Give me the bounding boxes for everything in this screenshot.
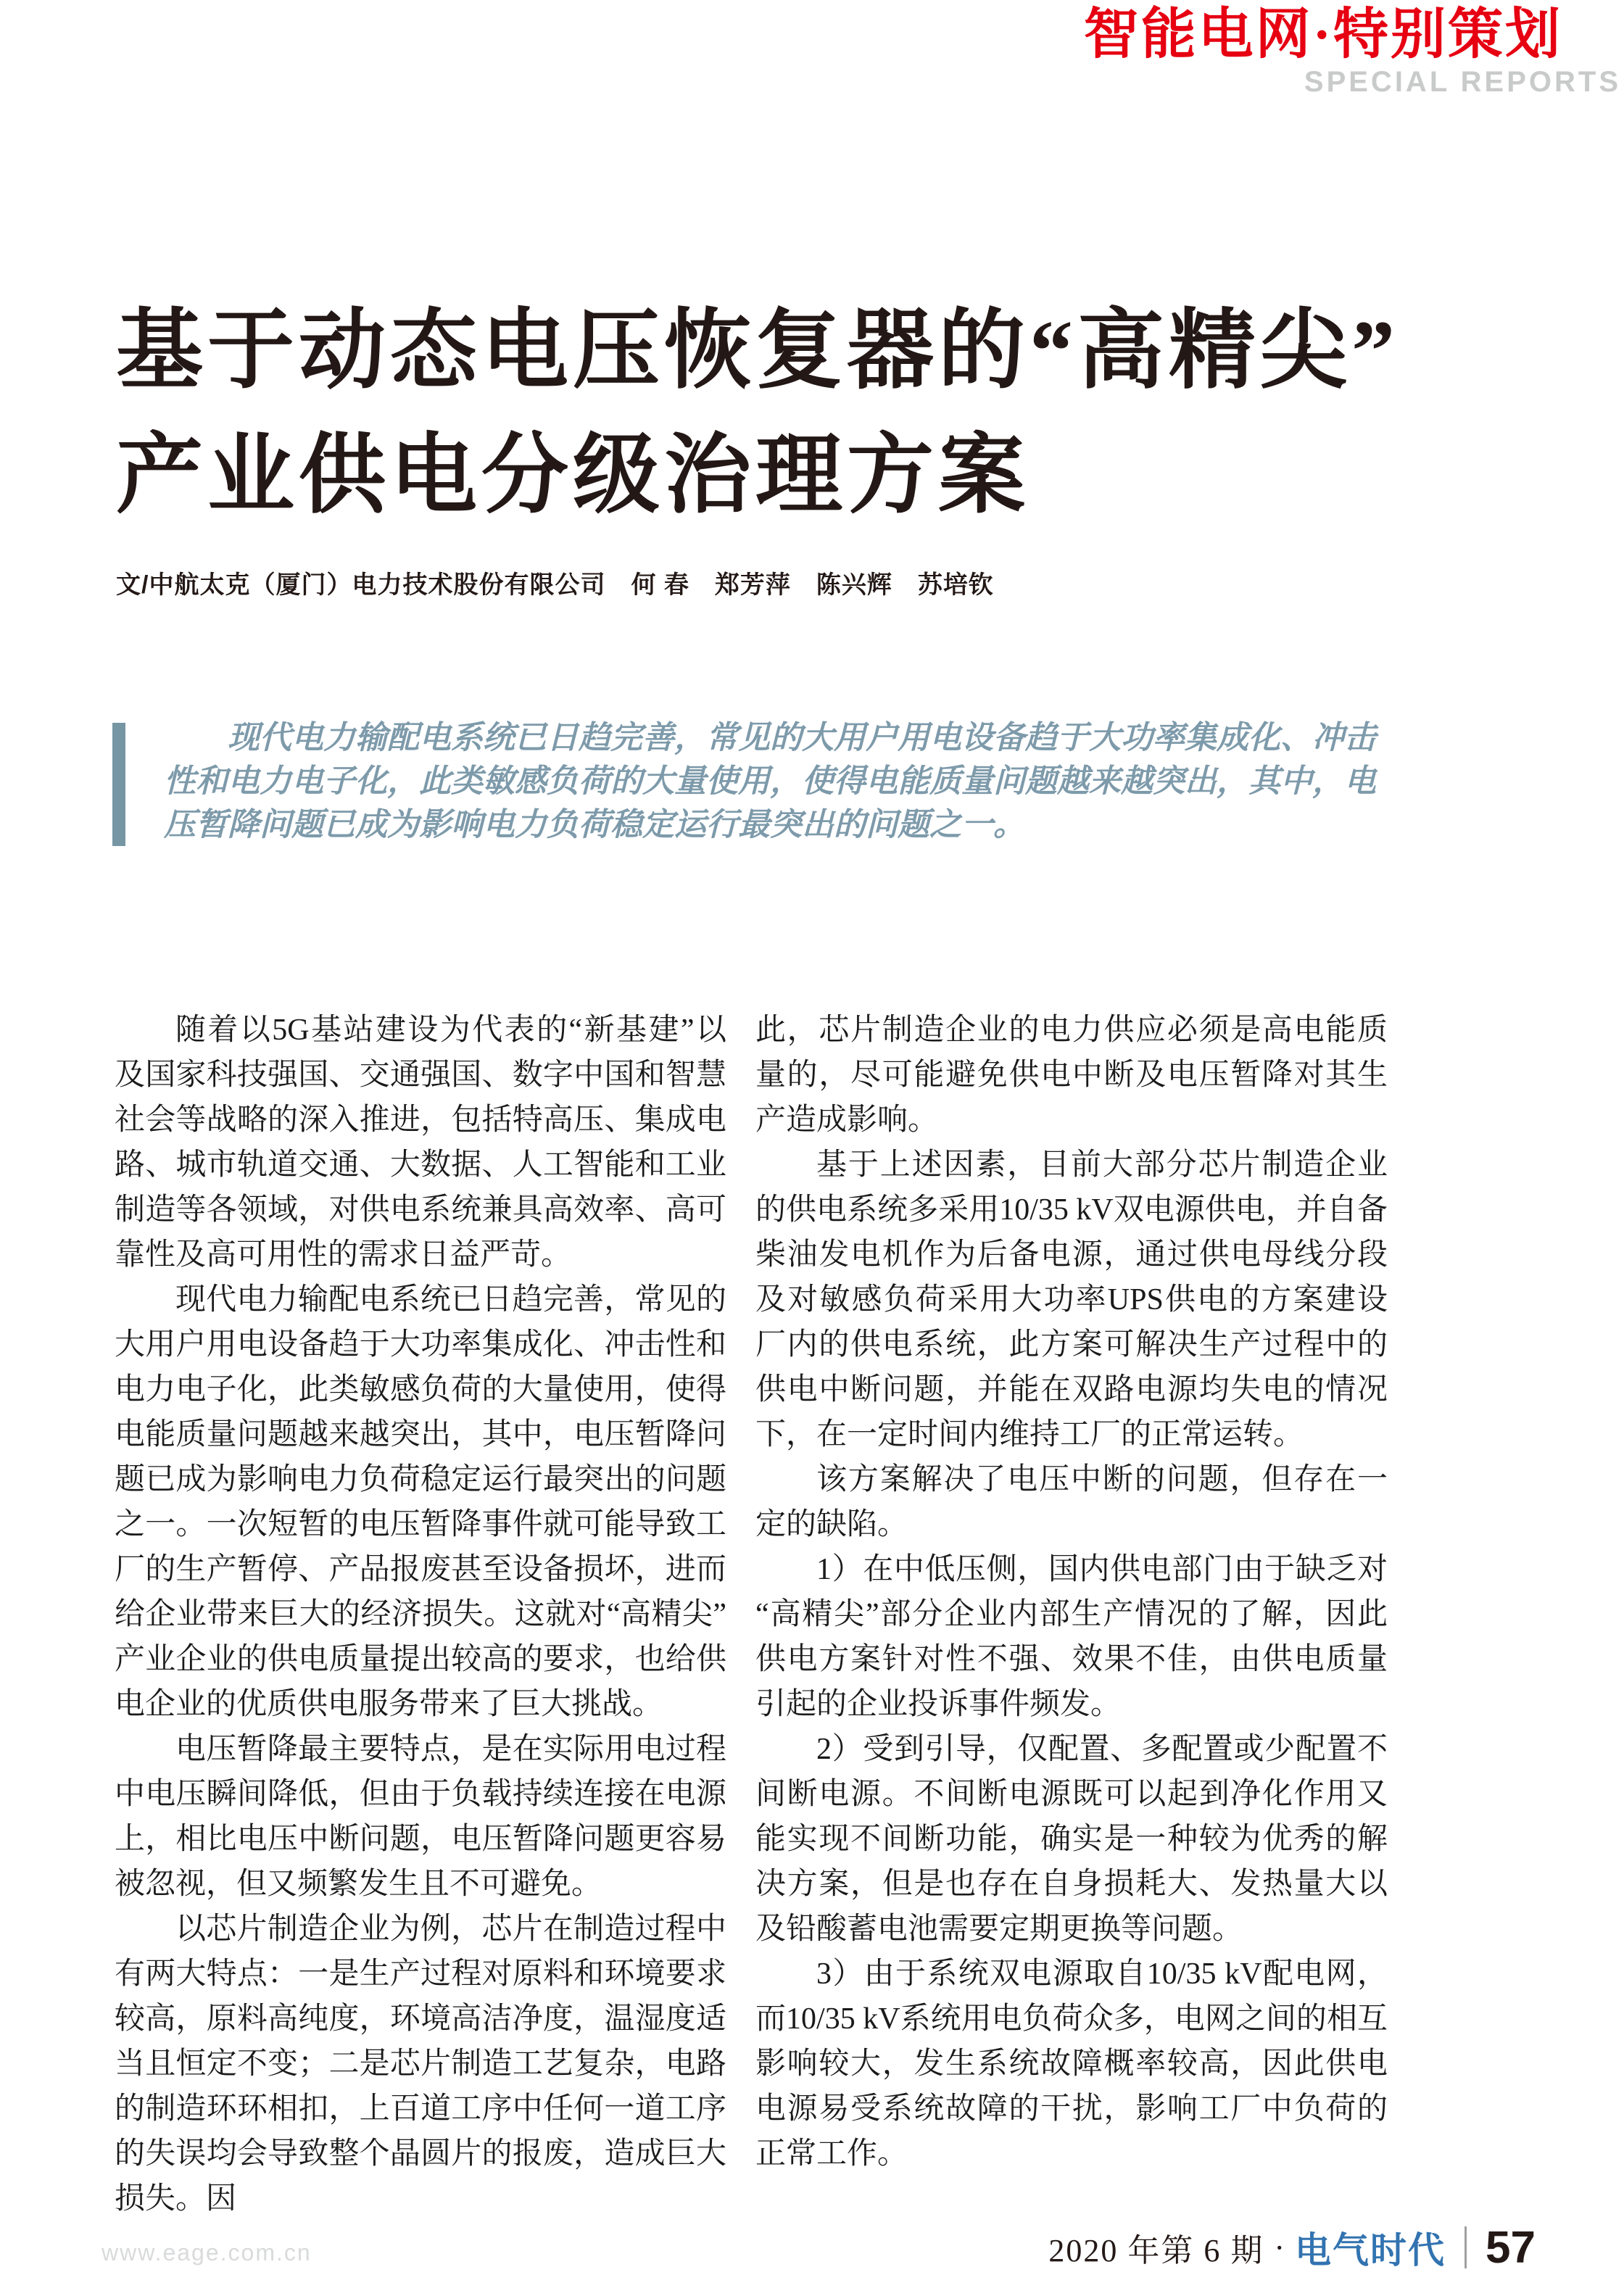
body-paragraph: 现代电力输配电系统已日趋完善，常见的大用户用电设备趋于大功率集成化、冲击性和电力电子化，此类敏感负荷的大量使用，使得电能质量问题越来越突出，其中，电压暂降问题已成为影响电力负荷稳定运行最突出的问题之一。一次短暂的电压暂降事件就可能导致工厂的生产暂停、产品报废甚至设备损坏，进而给企业带来巨大的经济损失。这就对“高精尖”产业企业的供电质量提出较高的要求，也给供电企业的优质供电服务带来了巨大挑战。 xyxy=(115,1283,726,1721)
body-column-left xyxy=(115,1008,726,2221)
page-number: 57 xyxy=(1486,2222,1536,2273)
section-title: 智能电网·特别策划 xyxy=(1083,4,1562,65)
footer-divider xyxy=(1464,2226,1467,2268)
abstract-text: 现代电力输配电系统已日趋完善，常见的大用户用电设备趋于大功率集成化、冲击性和电力电子化，此类敏感负荷的大量使用，使得电能质量问题越来越突出，其中，电压暂降问题已成为影响电力负荷稳定运行最突出的问题之一。 xyxy=(164,720,1376,842)
body-column-right xyxy=(755,1008,1388,2176)
article-title xyxy=(116,289,1559,538)
footer-issue-block xyxy=(1048,2220,1536,2275)
footer-issue: 2020 年第 6 期 xyxy=(1048,2233,1264,2268)
body-paragraph: 基于上述因素，目前大部分芯片制造企业的供电系统多采用10/35 kV双电源供电，并自备柴油发电机作为后备电源，通过供电母线分段及对敏感负荷采用大功率UPS供电的方案建设厂内的供电系统，此方案可解决生产过程中的供电中断问题，并能在双路电源均失电的情况下，在一定时间内维持工厂的正常运转。 xyxy=(755,1148,1388,1451)
section-subtitle: SPECIAL REPORTS xyxy=(1304,66,1621,98)
body-paragraph: 该方案解决了电压中断的问题，但存在一定的缺陷。 xyxy=(755,1463,1388,1541)
footer-website: www.eage.com.cn xyxy=(102,2239,312,2266)
body-paragraph: 电压暂降最主要特点，是在实际用电过程中电压瞬间降低，但由于负载持续连接在电源上，相比电压中断问题，电压暂降问题更容易被忽视，但又频繁发生且不可避免。 xyxy=(115,1733,726,1901)
footer-magazine-name: 电气时代 xyxy=(1295,2230,1446,2271)
body-paragraph: 3）由于系统双电源取自10/35 kV配电网，而10/35 kV系统用电负荷众多，电网之间的相互影响较大，发生系统故障概率较高，因此供电电源易受系统故障的干扰，影响工厂中负荷的正常工作。 xyxy=(755,1957,1388,2171)
body-paragraph: 2）受到引导，仅配置、多配置或少配置不间断电源。不间断电源既可以起到净化作用又能实现不间断功能，确实是一种较为优秀的解决方案，但是也存在自身损耗大、发热量大以及铅酸蓄电池需要定期更换等问题。 xyxy=(755,1733,1388,1946)
body-paragraph: 随着以5G基站建设为代表的“新基建”以及国家科技强国、交通强国、数字中国和智慧社会等战略的深入推进，包括特高压、集成电路、城市轨道交通、大数据、人工智能和工业制造等各领域，对供电系统兼具高效率、高可靠性及高可用性的需求日益严苛。 xyxy=(115,1014,726,1272)
body-paragraph: 1）在中低压侧，国内供电部门由于缺乏对“高精尖”部分企业内部生产情况的了解，因此供电方案针对性不强、效果不佳，由供电质量引起的企业投诉事件频发。 xyxy=(755,1553,1388,1721)
footer-separator: · xyxy=(1274,2229,1285,2266)
body-paragraph: 此，芯片制造企业的电力供应必须是高电能质量的，尽可能避免供电中断及电压暂降对其生产造成影响。 xyxy=(755,1014,1388,1137)
abstract-accent-bar xyxy=(112,723,125,846)
article-title-line1: 基于动态电压恢复器的“高精尖” xyxy=(116,302,1399,399)
article-title-line2: 产业供电分级治理方案 xyxy=(116,427,1030,523)
byline: 文/中航太克（厦门）电力技术股份有限公司 何 春 郑芳萍 陈兴辉 苏培钦 xyxy=(116,571,994,599)
body-paragraph: 以芯片制造企业为例，芯片在制造过程中有两大特点：一是生产过程对原料和环境要求较高，原料高纯度，环境高洁净度，温湿度适当且恒定不变；二是芯片制造工艺复杂，电路的制造环环相扣，上百道工序中任何一道工序的失误均会导致整个晶圆片的报废，造成巨大损失。因 xyxy=(115,1912,726,2216)
